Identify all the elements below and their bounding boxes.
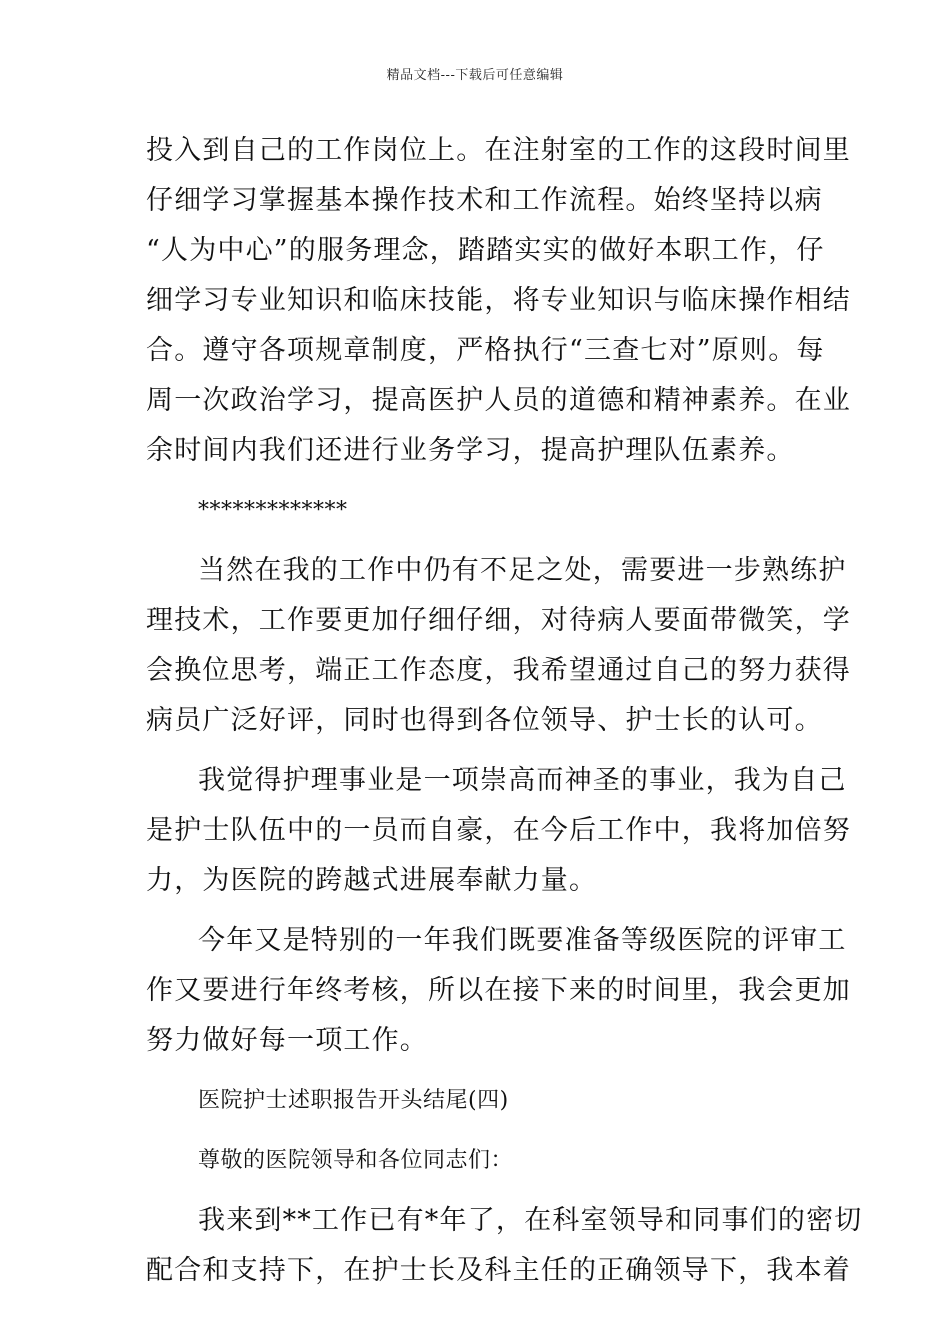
text-line: 周一次政治学习，提高医护人员的道德和精神素养。在业: [146, 385, 851, 416]
text-line: 理技术，工作要更加仔细仔细，对待病人要面带微笑，学: [146, 605, 851, 636]
document-body: [146, 126, 863, 1296]
text-line: 力，为医院的跨越式进展奉献力量。: [146, 865, 598, 896]
text-line: 今年又是特别的一年我们既要准备等级医院的评审工: [198, 925, 847, 956]
text-line: 仔细学习掌握基本操作技术和工作流程。始终坚持以病: [146, 185, 823, 216]
text-line: 是护士队伍中的一员而自豪，在今后工作中，我将加倍努: [146, 815, 851, 846]
text-line: 合。遵守各项规章制度，严格执行“三查七对”原则。每: [146, 335, 825, 366]
text-line: 我觉得护理事业是一项崇高而神圣的事业，我为自己: [198, 765, 847, 796]
section-heading: [146, 1076, 808, 1126]
text-line: *************: [198, 498, 348, 523]
text-line: 尊敬的医院领导和各位同志们：: [198, 1148, 514, 1173]
separator-asterisks: [146, 486, 808, 536]
text-line: “人为中心”的服务理念，踏踏实实的做好本职工作，仔: [146, 235, 825, 266]
salutation: [146, 1136, 808, 1186]
text-line: 医院护士述职报告开头结尾(四): [198, 1088, 509, 1113]
text-line: 余时间内我们还进行业务学习，提高护理队伍素养。: [146, 435, 795, 466]
text-line: 当然在我的工作中仍有不足之处，需要进一步熟练护: [198, 555, 847, 586]
paragraph-nursing-career: [146, 756, 851, 906]
text-line: 我来到**工作已有*年了，在科室领导和同事们的密切: [198, 1205, 863, 1236]
text-line: 细学习专业知识和临床技能，将专业知识与临床操作相结: [146, 285, 851, 316]
paragraph-this-year: [146, 916, 851, 1066]
page-header: 精品文档---下载后可任意编辑: [386, 68, 564, 83]
text-line: 努力做好每一项工作。: [146, 1025, 428, 1056]
text-line: 病员广泛好评，同时也得到各位领导、护士长的认可。: [146, 705, 823, 736]
paragraph-injection-room: [146, 126, 851, 476]
text-line: 投入到自己的工作岗位上。在注射室的工作的这段时间里: [146, 135, 851, 166]
text-line: 作又要进行年终考核，所以在接下来的时间里，我会更加: [146, 975, 851, 1006]
text-line: 配合和支持下，在护士长及科主任的正确领导下，我本着: [146, 1255, 851, 1286]
text-line: 会换位思考，端正工作态度，我希望通过自己的努力获得: [146, 655, 851, 686]
paragraph-shortcomings: [146, 546, 851, 746]
paragraph-introduction: [146, 1196, 863, 1296]
